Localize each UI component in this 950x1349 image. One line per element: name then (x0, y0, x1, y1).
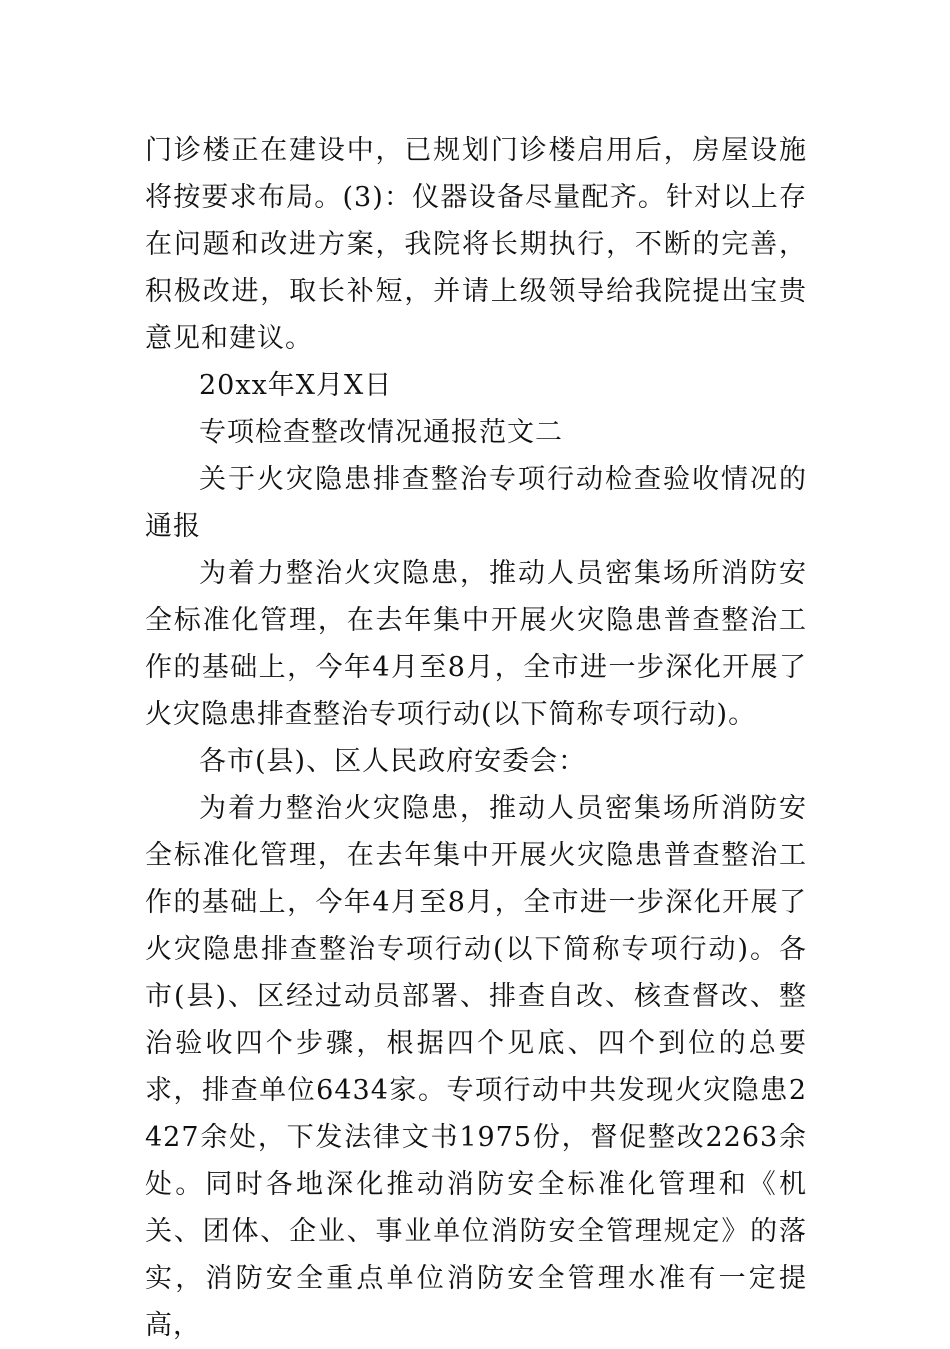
paragraph-continuation: 门诊楼正在建设中，已规划门诊楼启用后，房屋设施将按要求布局。(3)：仪器设备尽量配齐。针对以上存在问题和改进方案，我院将长期执行，不断的完善，积极改进，取长补短，并请上级领导给我院提出宝贵意见和建议。 (145, 135, 807, 354)
paragraph-notice-title: 关于火灾隐患排查整治专项行动检查验收情况的通报 (145, 464, 807, 542)
paragraph-sample-heading: 专项检查整改情况通报范文二 (199, 417, 563, 448)
paragraph-salutation: 各市(县)、区人民政府安委会： (199, 746, 587, 777)
document-body (145, 127, 807, 1349)
paragraph-intro: 为着力整治火灾隐患，推动人员密集场所消防安全标准化管理，在去年集中开展火灾隐患普查整治工作的基础上，今年4月至8月，全市进一步深化开展了火灾隐患排查整治专项行动(以下简称专项行动)。 (145, 558, 807, 730)
paragraph-body: 为着力整治火灾隐患，推动人员密集场所消防安全标准化管理，在去年集中开展火灾隐患普查整治工作的基础上，今年4月至8月，全市进一步深化开展了火灾隐患排查整治专项行动(以下简称专项行动)。各市(县)、区经过动员部署、排查自改、核查督改、整治验收四个步骤，根据四个见底、四个到位的总要求，排查单位6434家。专项行动中共发现火灾隐患2427余处，下发法律文书1975份，督促整改2263余处。同时各地深化推动消防安全标准化管理和《机关、团体、企业、事业单位消防安全管理规定》的落实，消防安全重点单位消防安全管理水准有一定提高， (145, 793, 807, 1341)
paragraph-date: 20xx年X月X日 (199, 370, 393, 401)
